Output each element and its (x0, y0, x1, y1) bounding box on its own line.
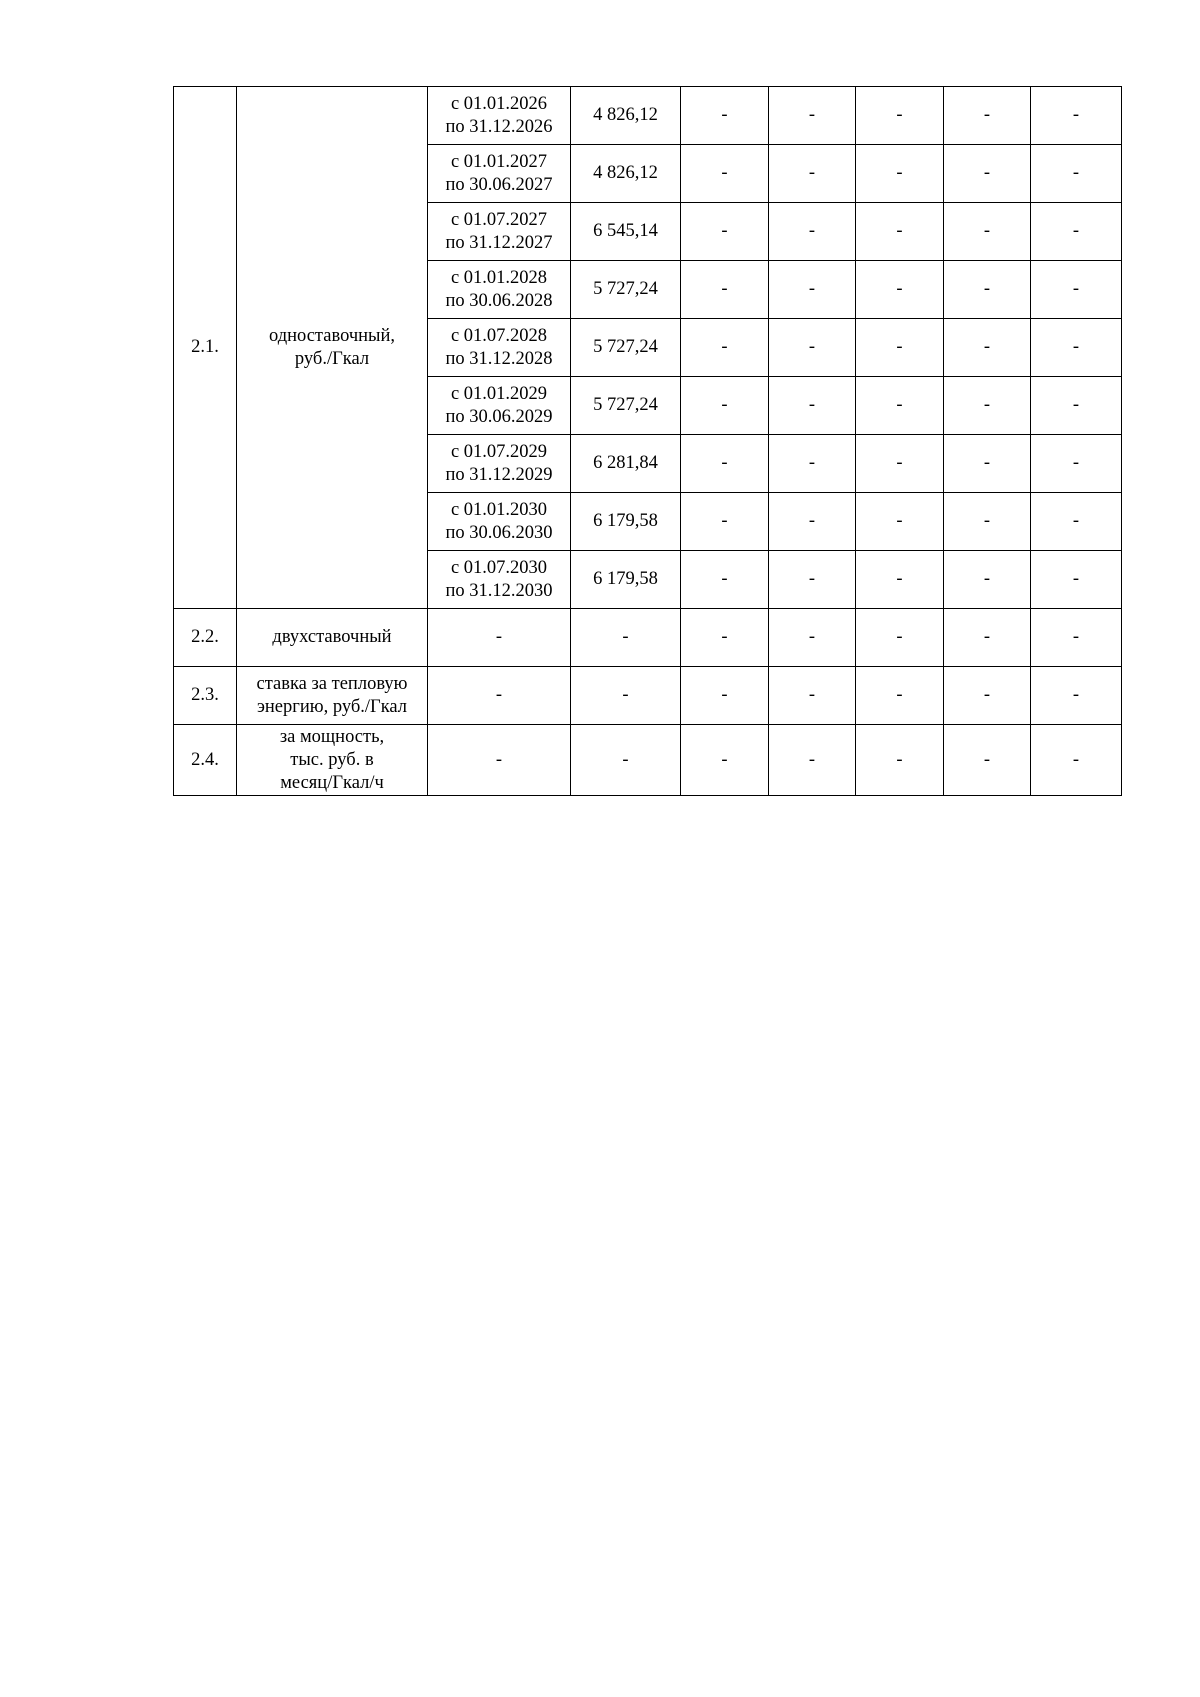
period-to: по 31.12.2030 (445, 580, 553, 601)
period-from: с 01.07.2028 (450, 325, 548, 346)
table-row (174, 609, 1122, 667)
value-cell: - (769, 377, 856, 435)
value-cell: - (769, 725, 856, 796)
tariff-type-line: двухставочный (272, 627, 392, 647)
tariff-value: 6 179,58 (571, 493, 681, 551)
period-to: по 30.06.2028 (445, 290, 553, 311)
value-cell: - (1031, 377, 1122, 435)
value-cell: - (856, 203, 944, 261)
value-cell: - (944, 493, 1031, 551)
tariff-value: 5 727,24 (571, 377, 681, 435)
value-cell: - (769, 493, 856, 551)
value-cell: - (944, 725, 1031, 796)
tariff-type-line: ставка за тепловую (256, 673, 408, 694)
period-from: с 01.07.2027 (450, 209, 548, 230)
value-cell: - (856, 609, 944, 667)
value-cell: - (1031, 261, 1122, 319)
value-cell: - (856, 435, 944, 493)
value-cell: - (769, 435, 856, 493)
value-cell: - (769, 319, 856, 377)
value-cell: - (1031, 725, 1122, 796)
value-cell: - (681, 377, 769, 435)
tariff-value: 6 281,84 (571, 435, 681, 493)
period-to: по 30.06.2029 (445, 406, 553, 427)
value-cell: - (944, 87, 1031, 145)
period-cell (428, 493, 571, 551)
value-cell: - (1031, 667, 1122, 725)
tariff-type (237, 609, 428, 667)
value-cell: - (428, 667, 571, 725)
period-cell (428, 551, 571, 609)
value-cell: - (1031, 609, 1122, 667)
value-cell: - (571, 609, 681, 667)
value-cell: - (944, 377, 1031, 435)
table-body (174, 87, 1122, 796)
value-cell: - (856, 725, 944, 796)
period-cell (428, 87, 571, 145)
value-cell: - (428, 609, 571, 667)
tariff-value: 6 179,58 (571, 551, 681, 609)
value-cell: - (681, 319, 769, 377)
period-to: по 31.12.2027 (445, 232, 553, 253)
tariff-type-line: тыс. руб. в (290, 749, 374, 770)
value-cell: - (769, 551, 856, 609)
value-cell: - (681, 435, 769, 493)
value-cell: - (769, 87, 856, 145)
value-cell: - (856, 493, 944, 551)
period-from: с 01.01.2030 (450, 499, 548, 520)
period-from: с 01.07.2029 (450, 441, 548, 462)
value-cell: - (681, 725, 769, 796)
value-cell: - (944, 261, 1031, 319)
row-number: 2.1. (174, 87, 237, 609)
row-number: 2.2. (174, 609, 237, 667)
value-cell: - (769, 261, 856, 319)
value-cell: - (944, 609, 1031, 667)
tariff-value: 6 545,14 (571, 203, 681, 261)
value-cell: - (856, 377, 944, 435)
period-from: с 01.01.2026 (450, 93, 548, 114)
period-from: с 01.01.2027 (450, 151, 548, 172)
value-cell: - (571, 725, 681, 796)
value-cell: - (1031, 551, 1122, 609)
period-to: по 31.12.2029 (445, 464, 553, 485)
value-cell: - (856, 667, 944, 725)
value-cell: - (856, 261, 944, 319)
value-cell: - (681, 609, 769, 667)
value-cell: - (769, 145, 856, 203)
value-cell: - (681, 87, 769, 145)
value-cell: - (1031, 435, 1122, 493)
tariff-type-line: одноставочный, (268, 325, 395, 346)
value-cell: - (1031, 145, 1122, 203)
value-cell: - (1031, 203, 1122, 261)
value-cell: - (856, 319, 944, 377)
period-from: с 01.07.2030 (450, 557, 548, 578)
table-row (174, 725, 1122, 796)
value-cell: - (944, 551, 1031, 609)
value-cell: - (1031, 493, 1122, 551)
tariff-value: 5 727,24 (571, 261, 681, 319)
period-cell (428, 435, 571, 493)
period-cell (428, 377, 571, 435)
period-to: по 31.12.2028 (445, 348, 553, 369)
tariff-type (237, 725, 428, 796)
tariff-type-line: энергию, руб./Гкал (256, 696, 408, 717)
period-cell (428, 261, 571, 319)
value-cell: - (856, 145, 944, 203)
tariff-value: 5 727,24 (571, 319, 681, 377)
value-cell: - (571, 667, 681, 725)
value-cell: - (681, 493, 769, 551)
tariff-type-line: руб./Гкал (294, 348, 370, 369)
value-cell: - (681, 203, 769, 261)
tariff-type-line: за мощность, (279, 726, 385, 747)
tariff-table (173, 86, 1122, 796)
value-cell: - (944, 435, 1031, 493)
value-cell: - (769, 667, 856, 725)
value-cell: - (428, 725, 571, 796)
tariff-type (237, 667, 428, 725)
value-cell: - (681, 551, 769, 609)
value-cell: - (944, 203, 1031, 261)
period-to: по 30.06.2027 (445, 174, 553, 195)
value-cell: - (944, 145, 1031, 203)
table-row (174, 667, 1122, 725)
period-cell (428, 145, 571, 203)
value-cell: - (769, 609, 856, 667)
table-row (174, 87, 1122, 145)
value-cell: - (944, 667, 1031, 725)
value-cell: - (856, 551, 944, 609)
tariff-value: 4 826,12 (571, 87, 681, 145)
value-cell: - (856, 87, 944, 145)
tariff-type (237, 87, 428, 609)
tariff-type-line: месяц/Гкал/ч (280, 772, 384, 793)
period-cell (428, 203, 571, 261)
value-cell: - (944, 319, 1031, 377)
period-from: с 01.01.2029 (450, 383, 548, 404)
value-cell: - (681, 145, 769, 203)
value-cell: - (1031, 87, 1122, 145)
period-to: по 30.06.2030 (445, 522, 553, 543)
period-from: с 01.01.2028 (450, 267, 548, 288)
period-cell (428, 319, 571, 377)
tariff-value: 4 826,12 (571, 145, 681, 203)
value-cell: - (769, 203, 856, 261)
row-number: 2.4. (174, 725, 237, 796)
value-cell: - (681, 667, 769, 725)
row-number: 2.3. (174, 667, 237, 725)
period-to: по 31.12.2026 (445, 116, 553, 137)
value-cell: - (1031, 319, 1122, 377)
value-cell: - (681, 261, 769, 319)
